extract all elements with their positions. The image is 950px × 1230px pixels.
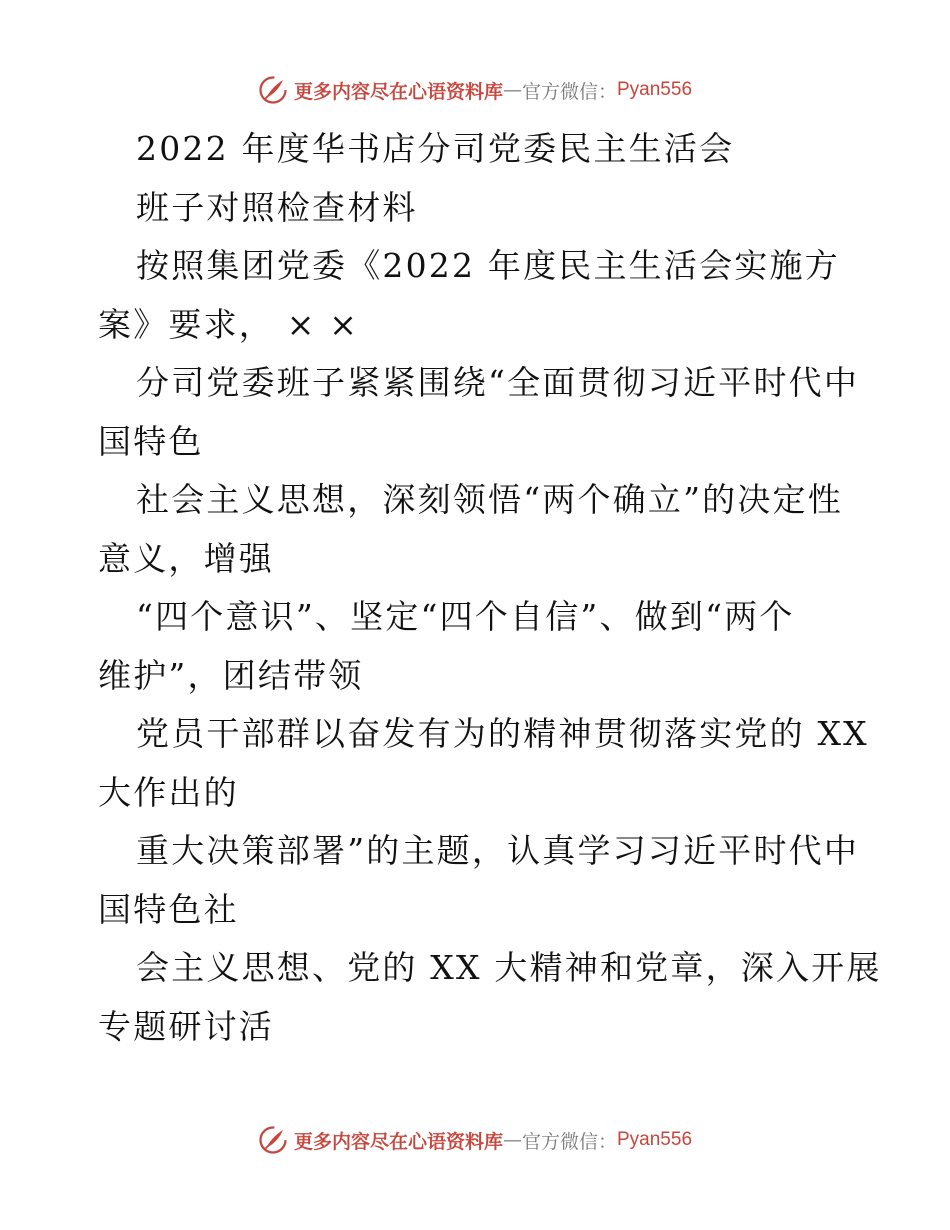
- wechat-label: 官方微信：: [521, 80, 617, 103]
- paragraph-line: 国特色: [98, 421, 204, 461]
- paragraph-line: 案》要求， × ×: [98, 304, 360, 344]
- paragraph-line: “四个意识”、坚定“四个自信”、做到“两个: [136, 597, 795, 636]
- paragraph-line: 社会主义思想，深刻领悟“两个确立”的决定性: [136, 480, 843, 519]
- document-body: [98, 120, 882, 1056]
- paragraph-line: 大作出的: [98, 772, 239, 812]
- feather-pen-logo-icon: [258, 75, 288, 105]
- paragraph-line: 重大决策部署”的主题，认真学习习近平时代中: [136, 831, 860, 870]
- paragraph-line: 专题研讨活: [98, 1006, 274, 1046]
- paragraph-line: 维护”，团结带领: [98, 655, 364, 695]
- doc-title-line-1: 2022 年度华书店分司党委民主生活会: [136, 129, 735, 168]
- banner-separator: —: [502, 79, 522, 101]
- wechat-id: Pyan556: [617, 79, 693, 100]
- brand-text: 更多内容尽在心语资料库: [293, 1130, 503, 1153]
- paragraph-line: 意义，增强: [98, 538, 274, 578]
- paragraph-line: 按照集团党委《2022 年度民主生活会实施方: [136, 246, 840, 285]
- footer-watermark-banner: [0, 1120, 950, 1160]
- feather-pen-logo-icon: [258, 1125, 288, 1155]
- wechat-label: 官方微信：: [521, 1130, 617, 1153]
- brand-text: 更多内容尽在心语资料库: [293, 80, 503, 103]
- header-watermark-banner: [0, 70, 950, 110]
- doc-title-line-2: 班子对照检查材料: [136, 187, 418, 227]
- banner-separator: —: [502, 1129, 522, 1151]
- paragraph-line: 党员干部群以奋发有为的精神贯彻落实党的 XX: [136, 714, 869, 753]
- paragraph-line: 会主义思想、党的 XX 大精神和党章，深入开展: [136, 948, 882, 987]
- wechat-id: Pyan556: [617, 1129, 693, 1150]
- paragraph-line: 分司党委班子紧紧围绕“全面贯彻习近平时代中: [136, 363, 860, 402]
- paragraph-line: 国特色社: [98, 889, 239, 929]
